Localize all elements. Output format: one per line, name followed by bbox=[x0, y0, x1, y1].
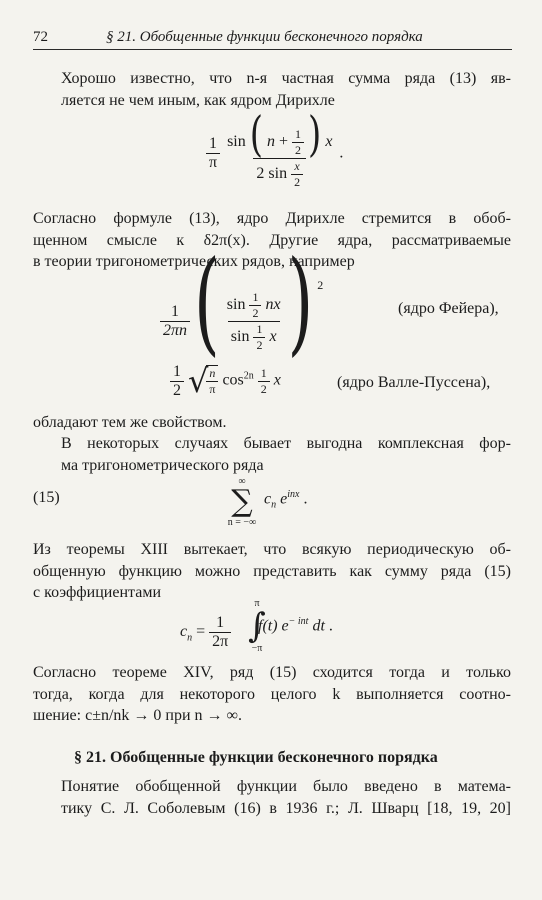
paragraph-theorem-xiii bbox=[33, 539, 511, 604]
text-line: ма тригонометрического ряда bbox=[61, 456, 264, 474]
text-line: В некоторых случаях бывает выгодна комплексная фор- bbox=[61, 435, 511, 452]
paragraph-property bbox=[33, 412, 511, 434]
series-sum-operator: ∞ ∑ n = −∞ bbox=[227, 476, 257, 528]
paragraph-complex-form bbox=[33, 433, 511, 476]
running-head: § 21. Обобщенные функции бесконечного порядка bbox=[106, 29, 423, 45]
page-number: 72 bbox=[33, 29, 48, 45]
text-line: Хорошо известно, что n-я частная сумма ряда (13) яв- bbox=[61, 70, 511, 87]
text-line: общенную функцию можно представить как сумму ряда (15) bbox=[33, 562, 511, 580]
integrand: f(t) $e^{- int}$ dt . bbox=[258, 616, 333, 635]
text-line: Понятие обобщенной функции было введено в матема- bbox=[61, 778, 511, 795]
text-line: Из теоремы XIII вытекает, что всякую периодическую об- bbox=[33, 541, 511, 558]
text-line: с коэффициентами bbox=[33, 584, 161, 601]
paragraph-dirichlet-intro bbox=[33, 68, 511, 111]
header-rule bbox=[33, 49, 512, 50]
sqrt-sign: √ bbox=[188, 362, 209, 400]
equation-number-15: (15) bbox=[33, 489, 60, 506]
dirichlet-denominator: 2 sin $\frac{x}{2}$ bbox=[253, 158, 306, 190]
vallee-poussin-kernel-formula: $\frac{1}{2}$ √ $\frac{n}{\pi}$ $\cos^{2n}$ $\frac{1}{2}$ x bbox=[170, 362, 281, 400]
dirichlet-numerator: sin ( n + $\frac{1}{2}$ ) x bbox=[227, 107, 333, 163]
fejer-inner-fraction: sin $\frac{1}{2}$ nx sin $\frac{1}{2}$ x bbox=[226, 289, 281, 352]
text-line: тику С. Л. Соболевым (16) в 1936 г.; Л. Шварц [18, 19, 20] bbox=[61, 799, 511, 817]
text-line: Согласно теореме XIV, ряд (15) сходится тогда и только bbox=[33, 664, 511, 681]
section-title: § 21. Обобщенные функции бесконечного порядка bbox=[74, 749, 438, 766]
series-term: $c_n$ $e^{inx}$ . bbox=[264, 489, 308, 511]
fejer-kernel-formula: $\frac{1}{2\pi n}$ ( sin $\frac{1}{2}$ nx sin $\frac{1}{2}$ x ) $^2$ bbox=[160, 270, 323, 353]
text-line: Согласно формуле (13), ядро Дирихле стремится в обоб- bbox=[33, 210, 511, 227]
text-line: ляется не чем иным, как ядром Дирихле bbox=[61, 91, 335, 109]
fourier-coefficient-formula: $c_n$ = $\frac{1}{2\pi}$ bbox=[180, 614, 231, 651]
text-line: обладают тем же свойством. bbox=[33, 414, 227, 431]
paragraph-history bbox=[33, 776, 511, 819]
fejer-kernel-label: (ядро Фейера), bbox=[398, 300, 499, 317]
paragraph-kernels bbox=[33, 208, 511, 273]
integral-operator: π ∫ −π bbox=[248, 598, 266, 654]
text-line: шение: c±n/nk → 0 при n → ∞. bbox=[33, 707, 242, 724]
text-line: щенном смысле к δ2π(x). Другие ядра, рассматриваемые bbox=[33, 231, 511, 249]
text-line: в теории тригонометрических рядов, например bbox=[33, 253, 355, 270]
fraction-one-over-pi: $\frac{1}{\pi}$ bbox=[206, 135, 220, 172]
dirichlet-kernel-formula: $\frac{1}{\pi}$ sin ( n + $\frac{1}{2}$ ) x 2 sin $\frac{x}{2}$ . bbox=[206, 118, 343, 190]
text-line: тогда, когда для некоторого целого k выполняется соотно- bbox=[33, 685, 511, 703]
paragraph-theorem-xiv bbox=[33, 662, 511, 727]
vallee-poussin-kernel-label: (ядро Валле-Пуссена), bbox=[337, 374, 491, 391]
dirichlet-main-fraction bbox=[224, 107, 335, 190]
